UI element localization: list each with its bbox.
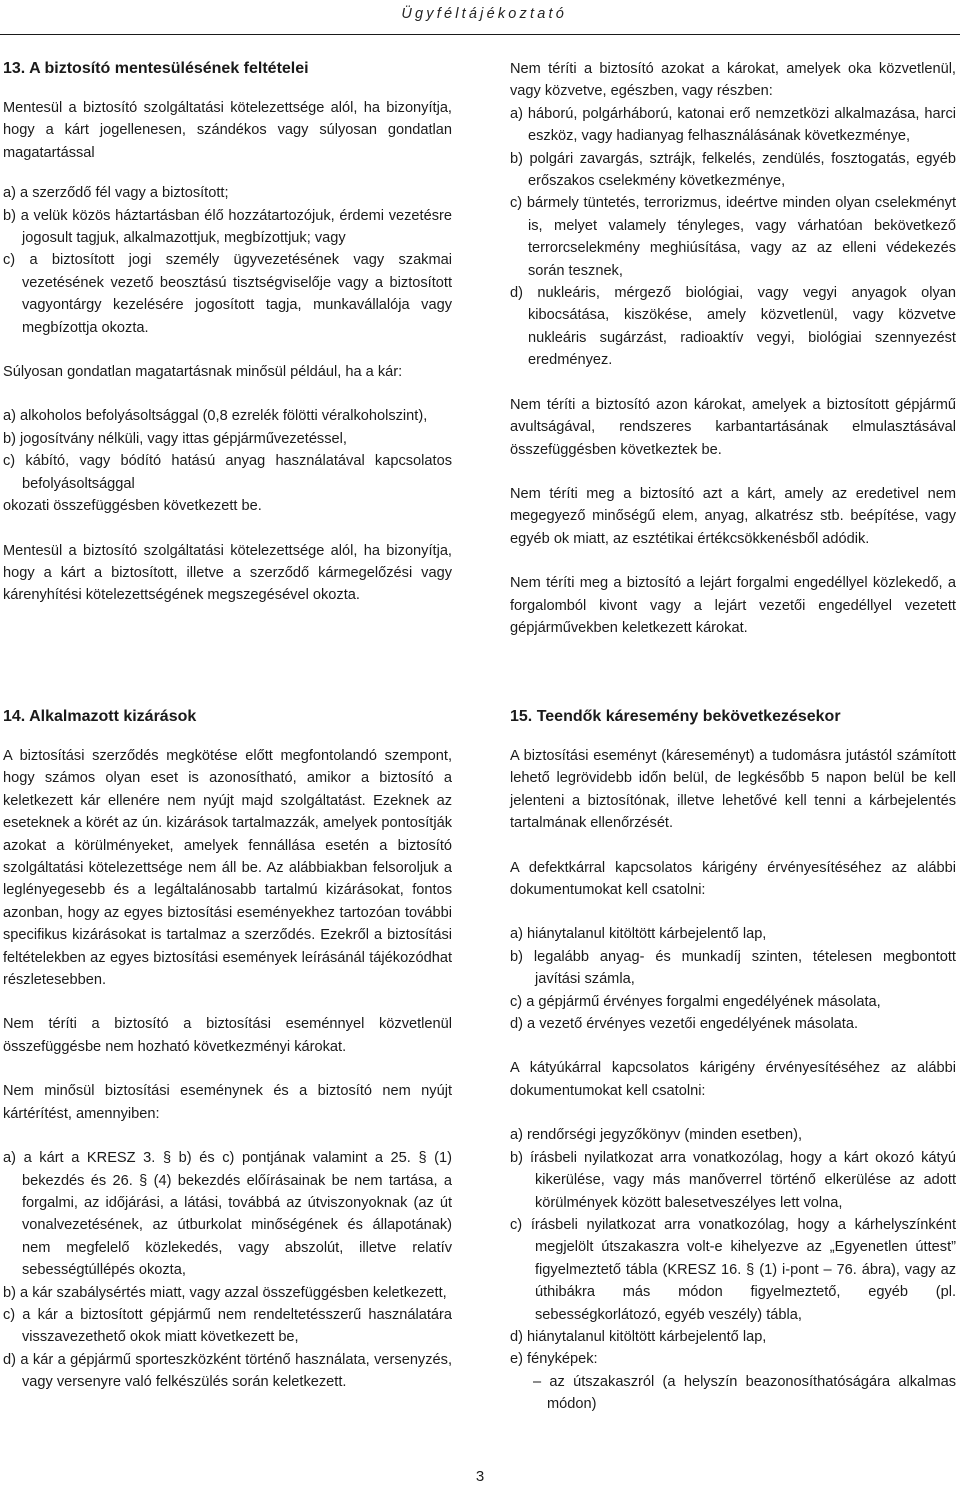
list-item: a) alkoholos befolyásoltsággal (0,8 ezrelék fölötti véralkoholszint), — [3, 408, 428, 425]
list-item: a) a kárt a KRESZ 3. § b) és c) pontjának valamint a 25. § (1) bekezdés és 26. § (4) bekezdés előírásainak be nem tartása, a forgalmi, az időjárási, a látási, továbbá az útviszonyoknak (az út vonalvezetésének, az útburkolat minőségének és állapotának) nem megfelelő közlekedés, vagy abszolút, illetve relatív sebességtúllépés okozta, — [3, 1150, 452, 1279]
list-item: b) legalább anyag- és munkadíj szinten, tételesen megbontott javítási számla, — [510, 948, 956, 988]
section-13-paragraph: Nem téríti a biztosító azon károkat, amelyek a biztosított gépjármű avultságával, rendszeres karbantartásának elmulasztásával összefüggésben következtek be. — [510, 396, 956, 458]
list-item: c) a gépjármű érvényes forgalmi engedélyének másolata, — [510, 993, 881, 1010]
section-14-paragraph: A biztosítási szerződés megkötése előtt megfontolandó szempont, hogy számos olyan eset is azonosítható, amikor a biztosító a keletkezett kár ellenére nem nyújt majd szolgáltatást. Ezeknek az eseteknek a körét az ún. kizárások tartalmazzák, amelyek pontosítják azokat a körülményeket, amelyek fennállása esetén a biztosító szolgáltatási kötelezettsége nem áll be. Az alábbiakban felsoroljuk a leglényegesebb és a legáltalánosabb tartalmú kizárásokat, fontos azonban, hogy az egyes biztosítási eseményekhez tartozóan további specifikus kizárásokat is tartalmaz a szerződés. Ezekről a biztosítási feltételekben az egyes biztosítási események leírásánál tájékozódhat részletesebben. — [3, 748, 452, 989]
list-item: c) a biztosított jogi személy ügyvezetésének vagy szakmai vezetésének vezető beosztású tisztségviselője vagy a biztosított vagyontárgy kezelésére jogosított tagja, munkavállalója vagy megbízottja okozta. — [3, 252, 452, 336]
section-15-paragraph: A kátyúkárral kapcsolatos kárigény érvényesítéséhez az alábbi dokumentumokat kell csatolni: — [510, 1060, 956, 1099]
list-item: a) a szerződő fél vagy a biztosított; — [3, 185, 229, 202]
list-item: c) a kár a biztosított gépjármű nem rendeltetésszerű használatára visszavezethető okok miatt következett be, — [3, 1306, 452, 1346]
header-title: Ügyféltájékoztató — [401, 6, 567, 22]
section-15-paragraph: A defektkárral kapcsolatos kárigény érvényesítéséhez az alábbi dokumentumokat kell csatolni: — [510, 859, 956, 899]
page-header — [0, 0, 960, 40]
list-item: e) fényképek: — [510, 1351, 598, 1368]
section-13-left — [3, 58, 452, 607]
list-item: b) a velük közös háztartásban élő hozzátartozójuk, érdemi vezetésre jogosult tagjuk, alkalmazottjuk, megbízottjuk; vagy — [3, 207, 452, 247]
list-item: d) hiánytalanul kitöltött kárbejelentő lap, — [510, 1328, 767, 1345]
list-item: b) írásbeli nyilatkozat arra vonatkozólag, hogy a kárt okozó kátyú kikerülése, vagy más manőverrel történő elkerülése az adott körülmények között balesetveszélyes lett volna, — [510, 1149, 956, 1211]
section-13-paragraph: Súlyosan gondatlan magatartásnak minősül például, ha a kár: — [3, 364, 403, 381]
list-item: c) kábító, vagy bódító hatású anyag használatával kapcsolatos befolyásoltsággal — [3, 453, 452, 492]
list-item: b) jogosítvány nélküli, vagy ittas gépjárművezetéssel, — [3, 430, 347, 447]
list-item: d) nukleáris, mérgező biológiai, vagy vegyi anyagok olyan kibocsátása, kiszökése, amely közvetlenül, vagy közvetve nukleáris sugárzást, radioaktív vegyi, biológiai szennyezést eredményez. — [510, 285, 956, 369]
list-item: c) bármely tüntetés, terrorizmus, ideértve minden olyan cselekményt is, melyet valamely tényleges, vagy várhatóan bekövetkező terrorcselekmény meghiúsítása, vagy az az elleni védekezés során tesznek, — [510, 195, 956, 279]
section-14-heading: 14. Alkalmazott kizárások — [3, 708, 197, 725]
section-13-paragraph: Nem téríti a biztosító azokat a károkat, amelyek oka közvetlenül, vagy közvetve, egészben, vagy részben: — [510, 61, 956, 100]
list-item: a) rendőrségi jegyzőkönyv (minden esetben), — [510, 1127, 803, 1144]
section-14-paragraph: Nem téríti a biztosító a biztosítási eseménnyel közvetlenül összefüggésbe nem hozható következményi károkat. — [3, 1016, 452, 1055]
list-item: a) hiánytalanul kitöltött kárbejelentő lap, — [510, 926, 767, 943]
list-item: c) írásbeli nyilatkozat arra vonatkozólag, hogy a kárhelyszínként megjelölt útszakaszra volt-e kihelyezve az „Egyenetlen úttest” figyelmeztető tábla (KRESZ 16. § (1) i-pont – 76. ábra), vagy az úthibákra más módon figyelmeztető, egyéb (pl. sebességkorlátozó, egyéb veszély) tábla, — [510, 1216, 956, 1323]
section-14-paragraph: Nem minősül biztosítási eseménynek és a biztosító nem nyújt kártérítést, amennyiben: — [3, 1083, 452, 1122]
section-13-heading: 13. A biztosító mentesülésének feltételei — [3, 60, 309, 77]
section-14 — [3, 706, 452, 1394]
section-15 — [510, 706, 956, 1416]
section-15-heading: 15. Teendők káresemény bekövetkezésekor — [510, 708, 841, 725]
list-item: b) polgári zavargás, sztrájk, felkelés, zendülés, fosztogatás, egyéb erőszakos cselekmény következménye, — [510, 150, 956, 190]
header-rule — [0, 34, 960, 35]
sub-list-item: – az útszakaszról (a helyszín beazonosíthatóságára alkalmas módon) — [533, 1373, 956, 1413]
list-item: a) háború, polgárháború, katonai erő nemzetközi alkalmazása, harci eszköz, vagy hadianyag felhasználásának következménye, — [510, 105, 956, 145]
list-item: d) a kár a gépjármű sporteszközként történő használata, versenyzés, vagy versenyre való felkészülés során keletkezett. — [3, 1351, 452, 1391]
section-13-paragraph: Mentesül a biztosító szolgáltatási kötelezettsége alól, ha bizonyítja, hogy a kárt a biztosított, illetve a szerződő kármegelőzési vagy kárenyhítési kötelezettségének megszegésével okozta. — [3, 542, 452, 604]
section-13-paragraph: Mentesül a biztosító szolgáltatási kötelezettsége alól, ha bizonyítja, hogy a kárt jogellenesen, szándékos vagy súlyosan gondatlan magatartással — [3, 100, 452, 161]
page-number: 3 — [475, 1468, 485, 1485]
section-13-paragraph: Nem téríti meg a biztosító a lejárt forgalmi engedéllyel közlekedő, a forgalomból kivont vagy a lejárt vezetői engedéllyel vezetett gépjárművekben keletkezett károkat. — [510, 575, 956, 636]
list-item: b) a kár szabálysértés miatt, vagy azzal összefüggésben keletkezett, — [3, 1284, 447, 1301]
section-15-paragraph: A biztosítási eseményt (káreseményt) a tudomásra jutástól számított lehető legrövidebb időn belül, de legkésőbb 5 napon belül be kell jelenteni a biztosítónak, illetve lehetővé kell tenni a kárbejelentés tartalmának ellenőrzését. — [510, 748, 956, 832]
section-13-paragraph: okozati összefüggésben következett be. — [3, 498, 262, 515]
section-13-paragraph: Nem téríti meg a biztosító azt a kárt, amely az eredetivel nem megegyező minőségű elem, anyag, alkatrész stb. beépítése, vagy egyéb ok miatt, az esztétikai értékcsökkenésből adódik. — [510, 485, 956, 547]
list-item: d) a vezető érvényes vezetői engedélyének másolata. — [510, 1016, 859, 1033]
section-13-right — [510, 58, 956, 639]
